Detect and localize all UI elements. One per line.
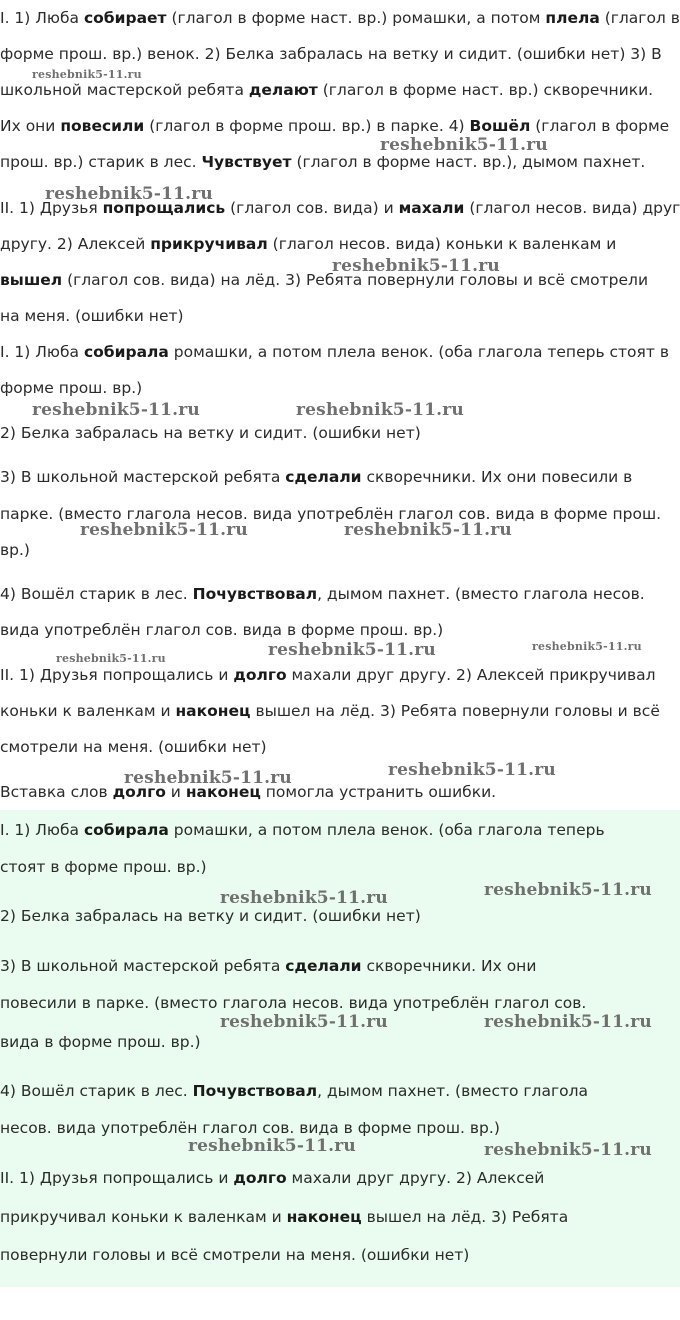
text-line xyxy=(0,1118,680,1138)
text-line xyxy=(0,1207,680,1227)
text-segment: , дымом пахнет. (вместо глагола несов. xyxy=(317,585,645,603)
text-segment: (глагол сов. вида) и xyxy=(225,199,399,217)
text-segment: (глагол в xyxy=(599,9,680,27)
watermark-text: reshebnik5-11.ru xyxy=(56,652,166,665)
watermark-text: reshebnik5-11.ru xyxy=(220,888,388,908)
text-segment: I. 1) Люба xyxy=(0,821,84,839)
text-segment: (глагол в форме наст. вр.) ромашки, а потом xyxy=(166,9,546,27)
highlighted-word: долго xyxy=(233,666,287,684)
highlighted-word: вышел xyxy=(0,271,63,289)
text-line xyxy=(0,423,680,443)
highlighted-word: наконец xyxy=(175,702,251,720)
text-line xyxy=(0,956,680,976)
watermark-text: reshebnik5-11.ru xyxy=(380,135,548,155)
text-segment: (глагол в форме прош. вр.) в парке. 4) xyxy=(144,117,470,135)
highlighted-word: Чувствует xyxy=(201,153,292,171)
text-segment: форме прош. вр.) венок. 2) Белка забралась на ветку и сидит. (ошибки нет) 3) В xyxy=(0,45,662,63)
text-segment: скворечники. Их они xyxy=(361,957,537,975)
text-segment: вида употреблён глагол сов. вида в форме прош. вр.) xyxy=(0,621,444,639)
text-segment: помогла устранить ошибки. xyxy=(260,783,497,801)
text-line xyxy=(0,1245,680,1265)
text-line xyxy=(0,665,680,685)
text-segment: (глагол в форме наст. вр.) скворечники. xyxy=(317,81,654,99)
highlighted-word: попрощались xyxy=(102,199,226,217)
text-segment: (глагол в форме наст. вр.), дымом пахнет. xyxy=(291,153,646,171)
text-line xyxy=(0,857,680,877)
text-segment: махали друг другу. 2) Алексей прикручивал xyxy=(286,666,656,684)
text-segment: (глагол несов. вида) друг xyxy=(464,199,680,217)
text-line xyxy=(0,467,680,487)
highlighted-word: сделали xyxy=(285,468,362,486)
text-segment: 3) В школьной мастерской ребята xyxy=(0,957,286,975)
highlighted-word: Вошёл xyxy=(469,117,531,135)
text-line xyxy=(0,306,680,326)
text-segment: (глагол несов. вида) коньки к валенкам и xyxy=(267,235,617,253)
text-segment: повернули головы и всё смотрели на меня. (ошибки нет) xyxy=(0,1246,470,1264)
text-segment: коньки к валенкам и xyxy=(0,702,176,720)
highlighted-word: прикручивал xyxy=(150,235,268,253)
text-line xyxy=(0,342,680,362)
text-segment: школьной мастерской ребята xyxy=(0,81,249,99)
text-line xyxy=(0,584,680,604)
watermark-text: reshebnik5-11.ru xyxy=(268,640,436,660)
text-line xyxy=(0,906,680,926)
text-segment: Вставка слов xyxy=(0,783,113,801)
watermark-text: reshebnik5-11.ru xyxy=(220,1012,388,1032)
highlighted-word: долго xyxy=(233,1169,287,1187)
text-line xyxy=(0,234,680,254)
watermark-text: reshebnik5-11.ru xyxy=(296,400,464,420)
highlighted-word: собирала xyxy=(83,821,169,839)
text-segment: 4) Вошёл старик в лес. xyxy=(0,585,193,603)
watermark-text: reshebnik5-11.ru xyxy=(484,1012,652,1032)
text-segment: скворечники. Их они повесили в xyxy=(361,468,633,486)
text-segment: форме прош. вр.) xyxy=(0,379,143,397)
text-segment: II. 1) Друзья попрощались и xyxy=(0,666,234,684)
text-line xyxy=(0,620,680,640)
text-segment: вышел на лёд. 3) Ребята повернули головы и всё xyxy=(250,702,660,720)
text-segment: несов. вида употреблён глагол сов. вида в форме прош. вр.) xyxy=(0,1119,500,1137)
highlighted-word: собирала xyxy=(83,343,169,361)
highlighted-word: сделали xyxy=(285,957,362,975)
text-segment: смотрели на меня. (ошибки нет) xyxy=(0,738,267,756)
highlighted-word: махали xyxy=(398,199,465,217)
text-segment: ромашки, а потом плела венок. (оба глагола теперь стоят в xyxy=(168,343,669,361)
text-segment: на меня. (ошибки нет) xyxy=(0,307,184,325)
text-segment: и xyxy=(165,783,186,801)
text-segment: 2) Белка забралась на ветку и сидит. (ошибки нет) xyxy=(0,424,421,442)
text-line xyxy=(0,820,680,840)
highlighted-word: Почувствовал xyxy=(192,585,318,603)
text-segment: Их они xyxy=(0,117,61,135)
highlighted-word: плела xyxy=(545,9,600,27)
text-segment: I. 1) Люба xyxy=(0,9,84,27)
text-segment: вышел на лёд. 3) Ребята xyxy=(361,1208,569,1226)
text-segment: I. 1) Люба xyxy=(0,343,84,361)
watermark-text: reshebnik5-11.ru xyxy=(80,520,248,540)
text-segment: 4) Вошёл старик в лес. xyxy=(0,1082,193,1100)
text-segment: парке. (вместо глагола несов. вида употреблён глагол сов. вида в форме прош. xyxy=(0,505,662,523)
text-line xyxy=(0,782,680,802)
text-segment: ромашки, а потом плела венок. (оба глагола теперь xyxy=(168,821,605,839)
highlighted-word: собирает xyxy=(83,9,167,27)
text-segment: стоят в форме прош. вр.) xyxy=(0,858,207,876)
text-line xyxy=(0,80,680,100)
text-segment: (глагол в форме xyxy=(530,117,670,135)
text-line xyxy=(0,1032,680,1052)
highlighted-word: наконец xyxy=(185,783,261,801)
text-line xyxy=(0,152,680,172)
text-line xyxy=(0,737,680,757)
text-line xyxy=(0,701,680,721)
text-segment: махали друг другу. 2) Алексей xyxy=(286,1169,545,1187)
highlighted-word: наконец xyxy=(286,1208,362,1226)
watermark-text: reshebnik5-11.ru xyxy=(45,184,213,204)
text-line xyxy=(0,116,680,136)
text-segment: вида в форме прош. вр.) xyxy=(0,1033,201,1051)
watermark-text: reshebnik5-11.ru xyxy=(484,1140,652,1160)
text-line xyxy=(0,44,680,64)
highlighted-word: делают xyxy=(248,81,318,99)
text-line xyxy=(0,378,680,398)
text-segment: вр.) xyxy=(0,541,30,559)
text-segment: II. 1) Друзья попрощались и xyxy=(0,1169,234,1187)
watermark-text: reshebnik5-11.ru xyxy=(124,768,292,788)
watermark-text: reshebnik5-11.ru xyxy=(188,1136,356,1156)
text-segment: , дымом пахнет. (вместо глагола xyxy=(317,1082,588,1100)
text-segment: 3) В школьной мастерской ребята xyxy=(0,468,286,486)
text-line xyxy=(0,1168,680,1188)
text-line xyxy=(0,1081,680,1101)
text-line xyxy=(0,540,680,560)
highlighted-word: долго xyxy=(112,783,166,801)
watermark-text: reshebnik5-11.ru xyxy=(332,256,500,276)
text-segment: II. 1) Друзья xyxy=(0,199,103,217)
watermark-text: reshebnik5-11.ru xyxy=(388,760,556,780)
text-segment: повесили в парке. (вместо глагола несов. вида употреблён глагол сов. xyxy=(0,994,587,1012)
text-segment: другу. 2) Алексей xyxy=(0,235,151,253)
highlighted-word: повесили xyxy=(60,117,145,135)
watermark-text: reshebnik5-11.ru xyxy=(32,400,200,420)
highlighted-word: Почувствовал xyxy=(192,1082,318,1100)
text-segment: прош. вр.) старик в лес. xyxy=(0,153,202,171)
text-line xyxy=(0,993,680,1013)
watermark-text: reshebnik5-11.ru xyxy=(344,520,512,540)
text-segment: прикручивал коньки к валенкам и xyxy=(0,1208,287,1226)
watermark-text: reshebnik5-11.ru xyxy=(532,640,642,653)
text-line xyxy=(0,8,680,28)
watermark-text: reshebnik5-11.ru xyxy=(484,880,652,900)
text-segment: 2) Белка забралась на ветку и сидит. (ошибки нет) xyxy=(0,907,421,925)
watermark-text: reshebnik5-11.ru xyxy=(32,68,142,81)
text-segment: (глагол сов. вида) на лёд. 3) Ребята повернули головы и всё смотрели xyxy=(62,271,649,289)
